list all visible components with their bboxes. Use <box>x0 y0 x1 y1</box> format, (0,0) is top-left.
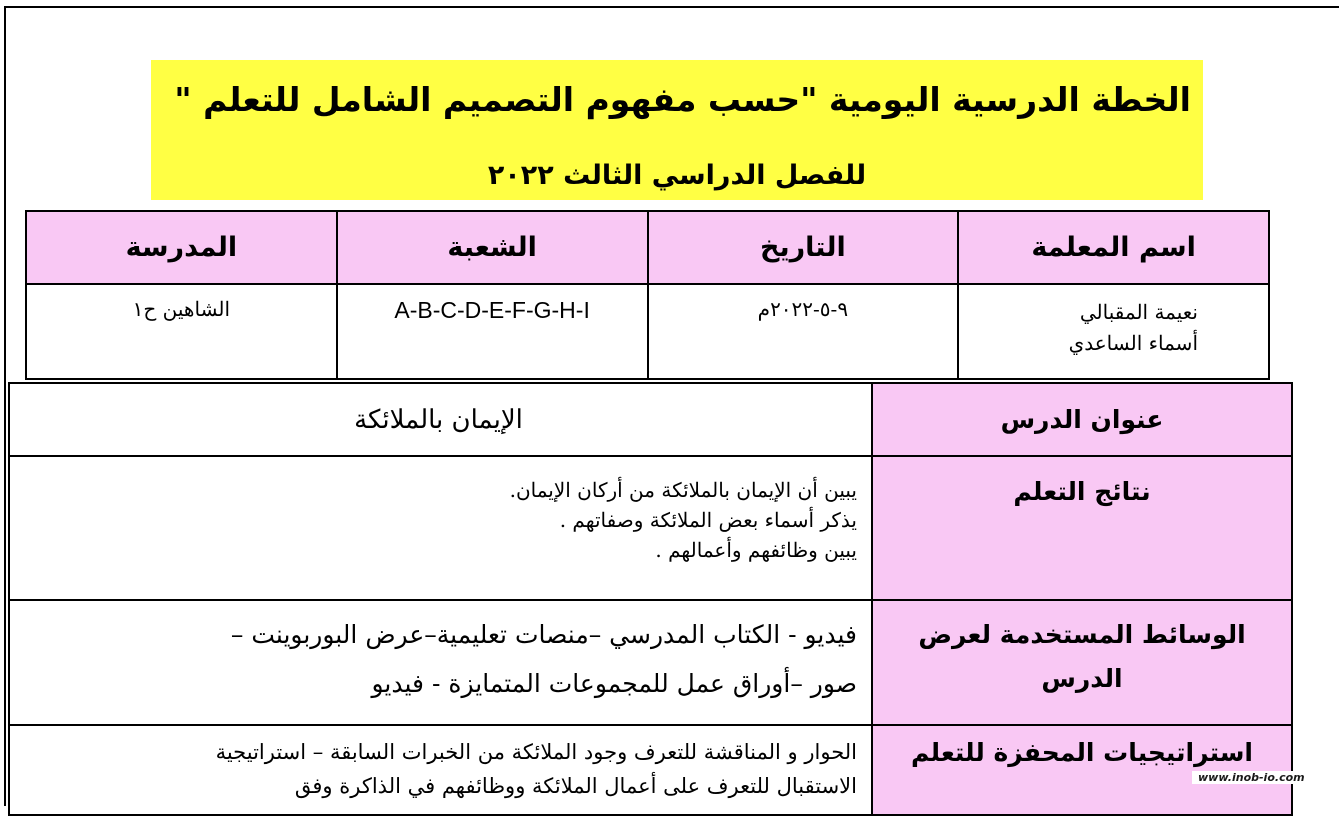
strategies-label: استراتيجيات المحفزة للتعلم <box>872 725 1292 815</box>
teacher-name: أسماء الساعدي <box>1068 331 1198 355</box>
page-subtitle: للفصل الدراسي الثالث ٢٠٢٢ <box>487 160 867 191</box>
info-value-row <box>26 284 1269 379</box>
outcome-item: يذكر أسماء بعض الملائكة وصفاتهم . <box>559 508 857 532</box>
lesson-plan-table <box>8 382 1293 816</box>
header-section: الشعبة <box>337 211 648 284</box>
lesson-title-label: عنوان الدرس <box>872 383 1292 456</box>
sections-value: A-B-C-D-E-F-G-H-I <box>337 284 648 379</box>
school-value: الشاهين ح١ <box>26 284 337 379</box>
media-row <box>9 600 1292 725</box>
media-line: فيديو - الكتاب المدرسي –منصات تعليمية–عرض البوربوينت – <box>230 620 857 649</box>
outcomes-list <box>9 456 872 600</box>
strategies-text <box>9 725 872 815</box>
header-school: المدرسة <box>26 211 337 284</box>
teacher-names-cell <box>958 284 1269 379</box>
outcomes-label: نتائج التعلم <box>872 456 1292 600</box>
teacher-name: نعيمة المقبالي <box>1079 300 1198 324</box>
strategy-line: الحوار و المناقشة للتعرف وجود الملائكة من الخبرات السابقة – استراتيجية <box>215 740 857 764</box>
strategies-row <box>9 725 1292 815</box>
lesson-title-value: الإيمان بالملائكة <box>9 383 872 456</box>
outcomes-row <box>9 456 1292 600</box>
outcome-item: يبين أن الإيمان بالملائكة من أركان الإيمان. <box>509 478 857 502</box>
media-label: الوسائط المستخدمة لعرض الدرس <box>872 600 1292 725</box>
info-header-row <box>26 211 1269 284</box>
date-value: ٩-٥-٢٠٢٢م <box>648 284 959 379</box>
page-title: الخطة الدرسية اليومية "حسب مفهوم التصميم الشامل للتعلم " <box>174 80 1191 119</box>
media-list <box>9 600 872 725</box>
header-date: التاريخ <box>648 211 959 284</box>
media-line: صور –أوراق عمل للمجموعات المتمايزة - فيديو <box>371 668 857 698</box>
strategy-line: الاستقبال للتعرف على أعمال الملائكة ووظائفهم في الذاكرة وفق <box>294 773 857 798</box>
header-teacher-name: اسم المعلمة <box>958 211 1269 284</box>
outcome-item: يبين وظائفهم وأعمالهم . <box>655 538 857 562</box>
info-table <box>25 210 1270 380</box>
watermark-text: www.inob-io.com <box>1192 771 1311 784</box>
lesson-title-row <box>9 383 1292 456</box>
